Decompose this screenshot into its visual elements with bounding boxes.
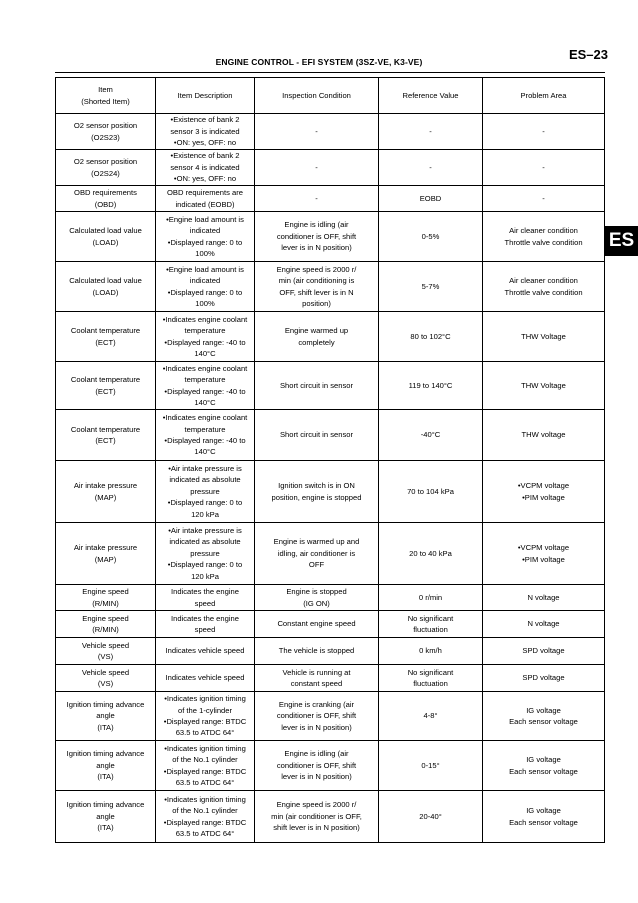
cell-text-line: •VCPM voltage bbox=[517, 481, 570, 491]
cell-text-line: No significant bbox=[407, 613, 454, 623]
page-number: ES–23 bbox=[568, 47, 608, 62]
cell-text-line: Ignition switch is in ON bbox=[278, 481, 355, 491]
cell-text-line: •Displayed range: -40 to bbox=[164, 386, 246, 396]
cell-text-line: IG voltage bbox=[526, 806, 561, 816]
cell-text-line: conditioner is OFF, shift bbox=[276, 711, 357, 721]
cell-text-line: Short circuit in sensor bbox=[279, 430, 353, 440]
cell-text-line: 100% bbox=[195, 248, 215, 258]
cell-text-line: •Indicates ignition timing bbox=[164, 743, 246, 753]
table-row bbox=[56, 741, 605, 791]
table-row bbox=[56, 186, 605, 212]
cell-text-line: angle bbox=[96, 760, 115, 770]
cell-text-line: •Displayed range: 0 to bbox=[167, 560, 243, 570]
cell-text-line: (R/MIN) bbox=[92, 625, 119, 634]
cell-text-line: min (air conditioning is bbox=[278, 276, 355, 286]
cell-description bbox=[156, 665, 255, 692]
cell-item bbox=[56, 150, 156, 186]
cell-text-line: 140°C bbox=[194, 348, 216, 358]
column-header-reference: Reference Value bbox=[379, 78, 483, 114]
cell-problem bbox=[483, 410, 605, 461]
cell-item bbox=[56, 585, 156, 611]
cell-text-line: Air intake pressure bbox=[73, 481, 138, 491]
cell-item bbox=[56, 186, 156, 212]
cell-text-line: •Existence of bank 2 bbox=[170, 151, 240, 161]
cell-text-line: •Displayed range: 0 to bbox=[167, 237, 243, 247]
cell-text-line: Throttle valve condition bbox=[504, 287, 583, 297]
cell-text-line: sensor 4 is indicated bbox=[170, 162, 240, 172]
cell-text-line: indicated bbox=[189, 226, 221, 236]
cell-item bbox=[56, 523, 156, 585]
table-row bbox=[56, 638, 605, 665]
cell-text-line: •Air intake pressure is bbox=[168, 463, 242, 473]
cell-text-line: (OBD) bbox=[94, 199, 117, 209]
cell-text-line: EOBD bbox=[419, 193, 442, 203]
cell-description bbox=[156, 312, 255, 362]
cell-item bbox=[56, 741, 156, 791]
cell-text-line: pressure bbox=[190, 486, 220, 496]
section-tab: ES bbox=[605, 226, 638, 256]
cell-condition bbox=[255, 262, 379, 312]
cell-text-line: 0-15° bbox=[421, 760, 440, 770]
cell-text-line: Engine is idling (air bbox=[284, 220, 349, 230]
cell-text-line: 140°C bbox=[194, 447, 216, 457]
table-row bbox=[56, 461, 605, 523]
cell-text-line: min (air conditioner is OFF, bbox=[271, 811, 362, 821]
cell-text-line: Engine is idling (air bbox=[284, 749, 349, 759]
cell-text-line: idling, air conditioner is bbox=[277, 548, 356, 558]
cell-text-line: •Displayed range: BTDC bbox=[163, 717, 247, 726]
cell-text-line: - bbox=[542, 126, 545, 136]
cell-text-line: -40°C bbox=[420, 430, 441, 440]
cell-text-line: Air cleaner condition bbox=[509, 276, 578, 286]
cell-text-line: OBD requirements bbox=[74, 188, 137, 198]
cell-text-line: •Indicates engine coolant bbox=[162, 314, 248, 324]
cell-condition bbox=[255, 585, 379, 611]
cell-problem bbox=[483, 212, 605, 262]
cell-text-line: (LOAD) bbox=[92, 237, 119, 247]
cell-text-line: Engine is stopped bbox=[286, 587, 347, 597]
cell-text-line: constant speed bbox=[290, 679, 343, 688]
cell-text-line: (ECT) bbox=[95, 436, 116, 445]
cell-reference bbox=[379, 585, 483, 611]
cell-condition bbox=[255, 410, 379, 461]
cell-text-line: •Engine load amount is bbox=[166, 264, 244, 274]
cell-description bbox=[156, 692, 255, 741]
cell-text-line: Engine speed bbox=[82, 613, 129, 623]
cell-condition bbox=[255, 461, 379, 523]
cell-text-line: Indicates vehicle speed bbox=[165, 673, 245, 683]
cell-text-line: of the No.1 cylinder bbox=[172, 806, 238, 816]
cell-item bbox=[56, 638, 156, 665]
cell-description bbox=[156, 791, 255, 843]
cell-text-line: (ITA) bbox=[97, 772, 114, 782]
cell-problem bbox=[483, 114, 605, 150]
cell-reference bbox=[379, 150, 483, 186]
cell-problem bbox=[483, 262, 605, 312]
table-row bbox=[56, 692, 605, 741]
cell-text-line: 120 kPa bbox=[191, 509, 219, 519]
cell-text-line: Engine speed bbox=[82, 587, 129, 597]
cell-problem bbox=[483, 585, 605, 611]
table-row bbox=[56, 611, 605, 638]
cell-text-line: Each sensor voltage bbox=[509, 766, 578, 776]
cell-text-line: •PIM voltage bbox=[522, 554, 565, 564]
cell-text-line: (LOAD) bbox=[92, 287, 119, 297]
cell-text-line: Engine warmed up bbox=[284, 326, 349, 336]
cell-text-line: (ECT) bbox=[95, 337, 116, 347]
cell-problem bbox=[483, 791, 605, 843]
table-row bbox=[56, 150, 605, 186]
cell-text-line: (O2S24) bbox=[91, 168, 120, 178]
table-row bbox=[56, 362, 605, 410]
cell-description bbox=[156, 638, 255, 665]
cell-reference bbox=[379, 262, 483, 312]
cell-problem bbox=[483, 362, 605, 410]
cell-text-line: •Indicates engine coolant bbox=[162, 413, 248, 423]
cell-text-line: - bbox=[315, 162, 318, 172]
cell-problem bbox=[483, 186, 605, 212]
header-rule bbox=[55, 72, 605, 73]
cell-text-line: 4-8° bbox=[423, 711, 438, 721]
cell-problem bbox=[483, 461, 605, 523]
cell-text-line: Air cleaner condition bbox=[509, 226, 578, 236]
cell-text-line: 80 to 102°C bbox=[410, 331, 451, 341]
cell-item bbox=[56, 114, 156, 150]
cell-description bbox=[156, 262, 255, 312]
cell-text-line: Ignition timing advance bbox=[66, 800, 145, 810]
cell-text-line: Vehicle is running at bbox=[282, 667, 351, 677]
cell-condition bbox=[255, 312, 379, 362]
cell-reference bbox=[379, 791, 483, 843]
cell-text-line: 63.5 to ATDC 64° bbox=[175, 777, 235, 787]
cell-text-line: temperature bbox=[184, 375, 226, 385]
cell-text-line: (MAP) bbox=[94, 554, 117, 564]
cell-condition bbox=[255, 150, 379, 186]
cell-text-line: conditioner is OFF, shift bbox=[276, 760, 357, 770]
cell-text-line: indicated as absolute bbox=[169, 475, 241, 485]
cell-text-line: •PIM voltage bbox=[522, 492, 565, 502]
cell-text-line: •Displayed range: 0 to bbox=[167, 498, 243, 508]
cell-text-line: Constant engine speed bbox=[277, 619, 356, 629]
cell-text-line: IG voltage bbox=[526, 755, 561, 765]
cell-description bbox=[156, 114, 255, 150]
table-row bbox=[56, 312, 605, 362]
cell-text-line: lever is in N position) bbox=[281, 243, 352, 253]
cell-text-line: SPD voltage bbox=[522, 646, 565, 656]
cell-text-line: Coolant temperature bbox=[70, 326, 141, 336]
cell-text-line: - bbox=[315, 126, 318, 136]
cell-condition bbox=[255, 611, 379, 638]
cell-condition bbox=[255, 212, 379, 262]
cell-text-line: (ITA) bbox=[97, 722, 114, 732]
table-header-row bbox=[56, 78, 605, 114]
cell-text-line: fluctuation bbox=[413, 679, 448, 688]
cell-text-line: temperature bbox=[184, 326, 226, 336]
cell-text-line: •Existence of bank 2 bbox=[170, 115, 240, 125]
cell-text-line: Indicates the engine speed bbox=[171, 613, 239, 634]
cell-text-line: 0-5% bbox=[421, 231, 440, 241]
cell-text-line: fluctuation bbox=[413, 625, 448, 634]
cell-text-line: OBD requirements are bbox=[167, 188, 243, 198]
cell-reference bbox=[379, 638, 483, 665]
cell-problem bbox=[483, 312, 605, 362]
cell-text-line: 140°C bbox=[194, 397, 216, 407]
cell-text-line: N voltage bbox=[527, 619, 560, 629]
cell-text-line: indicated (EOBD) bbox=[175, 199, 235, 209]
cell-description bbox=[156, 611, 255, 638]
cell-text-line: sensor 3 is indicated bbox=[170, 126, 240, 136]
cell-condition bbox=[255, 692, 379, 741]
cell-text-line: •Air intake pressure is bbox=[168, 525, 242, 535]
cell-text-line: - bbox=[315, 193, 318, 203]
cell-text-line: Ignition timing advance bbox=[66, 749, 145, 759]
cell-condition bbox=[255, 638, 379, 665]
cell-text-line: Calculated load value bbox=[69, 226, 142, 236]
cell-description bbox=[156, 461, 255, 523]
cell-text-line: 70 to 104 kPa bbox=[407, 486, 454, 496]
table-row bbox=[56, 791, 605, 843]
cell-text-line: temperature bbox=[184, 424, 226, 434]
cell-text-line: Vehicle speed bbox=[81, 667, 130, 677]
cell-text-line: Engine is cranking (air bbox=[278, 699, 355, 709]
cell-text-line: Coolant temperature bbox=[70, 424, 141, 434]
cell-problem bbox=[483, 611, 605, 638]
data-list-table bbox=[55, 77, 605, 843]
cell-text-line: Engine speed is 2000 r/ bbox=[276, 264, 357, 274]
cell-reference bbox=[379, 611, 483, 638]
cell-text-line: SPD voltage bbox=[522, 673, 565, 683]
cell-text-line: (VS) bbox=[97, 652, 114, 661]
cell-text-line: of the 1-cylinder bbox=[177, 705, 233, 715]
cell-description bbox=[156, 523, 255, 585]
cell-text-line: (R/MIN) bbox=[92, 598, 119, 608]
column-header-item: Item (Shorted Item) bbox=[56, 78, 156, 114]
cell-text-line: O2 sensor position bbox=[73, 121, 138, 131]
table-row bbox=[56, 585, 605, 611]
cell-text-line: of the No.1 cylinder bbox=[172, 755, 238, 765]
cell-description bbox=[156, 212, 255, 262]
cell-description bbox=[156, 410, 255, 461]
cell-text-line: 100% bbox=[195, 298, 215, 308]
cell-text-line: THW voltage bbox=[521, 430, 566, 440]
cell-text-line: •VCPM voltage bbox=[517, 543, 570, 553]
cell-item bbox=[56, 461, 156, 523]
cell-problem bbox=[483, 150, 605, 186]
column-header-problem: Problem Area bbox=[483, 78, 605, 114]
cell-text-line: (IG ON) bbox=[303, 598, 330, 608]
cell-text-line: Each sensor voltage bbox=[509, 717, 578, 726]
cell-text-line: •Displayed range: BTDC bbox=[163, 817, 247, 827]
cell-text-line: indicated as absolute bbox=[169, 537, 241, 547]
cell-text-line: angle bbox=[96, 711, 115, 721]
cell-text-line: (ITA) bbox=[97, 823, 114, 833]
cell-text-line: Engine speed is 2000 r/ bbox=[276, 800, 357, 810]
cell-text-line: The vehicle is stopped bbox=[278, 646, 355, 656]
cell-text-line: lever is in N position) bbox=[281, 722, 352, 732]
cell-text-line: •Indicates ignition timing bbox=[164, 794, 246, 804]
cell-text-line: Indicates the engine speed bbox=[171, 587, 239, 608]
cell-text-line: - bbox=[542, 193, 545, 203]
cell-text-line: •Indicates ignition timing bbox=[164, 694, 246, 704]
cell-reference bbox=[379, 186, 483, 212]
cell-text-line: OFF bbox=[308, 560, 325, 570]
cell-text-line: conditioner is OFF, shift bbox=[276, 231, 357, 241]
cell-text-line: •Displayed range: -40 to bbox=[164, 337, 246, 347]
cell-item bbox=[56, 692, 156, 741]
cell-text-line: - bbox=[542, 162, 545, 172]
cell-text-line: Ignition timing advance bbox=[66, 699, 145, 709]
cell-text-line: Coolant temperature bbox=[70, 375, 141, 385]
cell-reference bbox=[379, 362, 483, 410]
cell-text-line: •ON: yes, OFF: no bbox=[173, 174, 237, 184]
table-row bbox=[56, 523, 605, 585]
cell-text-line: O2 sensor position bbox=[73, 157, 138, 167]
cell-text-line: •Displayed range: 0 to bbox=[167, 287, 243, 297]
cell-condition bbox=[255, 362, 379, 410]
cell-problem bbox=[483, 692, 605, 741]
cell-item bbox=[56, 262, 156, 312]
cell-condition bbox=[255, 741, 379, 791]
cell-text-line: No significant bbox=[407, 667, 454, 677]
cell-problem bbox=[483, 523, 605, 585]
table-row bbox=[56, 212, 605, 262]
cell-description bbox=[156, 585, 255, 611]
cell-text-line: Each sensor voltage bbox=[509, 817, 578, 827]
cell-text-line: •Engine load amount is bbox=[166, 214, 244, 224]
column-header-description: Item Description bbox=[156, 78, 255, 114]
cell-text-line: Throttle valve condition bbox=[504, 237, 583, 247]
cell-text-line: Vehicle speed bbox=[81, 640, 130, 650]
cell-text-line: •Indicates engine coolant bbox=[162, 363, 248, 373]
cell-reference bbox=[379, 692, 483, 741]
cell-text-line: (VS) bbox=[97, 679, 114, 688]
cell-text-line: shift lever is in N position) bbox=[273, 823, 360, 833]
cell-problem bbox=[483, 665, 605, 692]
cell-reference bbox=[379, 665, 483, 692]
cell-condition bbox=[255, 114, 379, 150]
cell-text-line: 0 r/min bbox=[418, 592, 443, 602]
cell-reference bbox=[379, 410, 483, 461]
cell-text-line: •Displayed range: BTDC bbox=[163, 766, 247, 776]
cell-description bbox=[156, 362, 255, 410]
cell-text-line: 0 km/h bbox=[419, 646, 442, 656]
cell-text-line: position) bbox=[302, 298, 331, 308]
cell-text-line: 20-40° bbox=[419, 811, 442, 821]
cell-problem bbox=[483, 638, 605, 665]
cell-condition bbox=[255, 523, 379, 585]
cell-item bbox=[56, 410, 156, 461]
cell-item bbox=[56, 312, 156, 362]
column-header-condition: Inspection Condition bbox=[255, 78, 379, 114]
cell-text-line: completely bbox=[298, 337, 335, 347]
cell-condition bbox=[255, 665, 379, 692]
cell-condition bbox=[255, 791, 379, 843]
cell-item bbox=[56, 362, 156, 410]
cell-reference bbox=[379, 212, 483, 262]
cell-item bbox=[56, 212, 156, 262]
cell-description bbox=[156, 186, 255, 212]
cell-text-line: THW Voltage bbox=[521, 380, 566, 390]
cell-text-line: IG voltage bbox=[526, 705, 561, 715]
cell-text-line: 63.5 to ATDC 64° bbox=[175, 728, 235, 738]
cell-reference bbox=[379, 312, 483, 362]
cell-text-line: 63.5 to ATDC 64° bbox=[175, 828, 235, 838]
cell-text-line: angle bbox=[96, 811, 115, 821]
table-row bbox=[56, 262, 605, 312]
cell-text-line: (ECT) bbox=[95, 386, 116, 396]
cell-text-line: OFF, shift lever is in N bbox=[279, 287, 354, 297]
cell-item bbox=[56, 791, 156, 843]
cell-text-line: Air intake pressure bbox=[73, 543, 138, 553]
cell-text-line: 120 kPa bbox=[191, 571, 219, 581]
cell-text-line: •Displayed range: -40 to bbox=[164, 436, 246, 445]
cell-text-line: N voltage bbox=[527, 592, 560, 602]
cell-text-line: lever is in N position) bbox=[281, 772, 352, 782]
cell-text-line: position, engine is stopped bbox=[271, 492, 362, 502]
cell-text-line: Indicates vehicle speed bbox=[165, 646, 245, 656]
cell-reference bbox=[379, 114, 483, 150]
cell-text-line: pressure bbox=[190, 548, 220, 558]
cell-problem bbox=[483, 741, 605, 791]
cell-condition bbox=[255, 186, 379, 212]
cell-description bbox=[156, 741, 255, 791]
cell-text-line: •ON: yes, OFF: no bbox=[173, 138, 237, 148]
table-row bbox=[56, 410, 605, 461]
cell-reference bbox=[379, 523, 483, 585]
cell-reference bbox=[379, 741, 483, 791]
cell-text-line: Short circuit in sensor bbox=[279, 380, 353, 390]
cell-text-line: - bbox=[429, 126, 432, 136]
cell-description bbox=[156, 150, 255, 186]
cell-text-line: Calculated load value bbox=[69, 276, 142, 286]
cell-text-line: 119 to 140°C bbox=[408, 380, 453, 390]
cell-item bbox=[56, 611, 156, 638]
cell-text-line: - bbox=[429, 162, 432, 172]
cell-text-line: 20 to 40 kPa bbox=[409, 548, 452, 558]
cell-reference bbox=[379, 461, 483, 523]
table-row bbox=[56, 665, 605, 692]
cell-text-line: indicated bbox=[189, 276, 221, 286]
cell-text-line: (O2S23) bbox=[91, 132, 120, 142]
cell-text-line: 5-7% bbox=[421, 281, 440, 291]
cell-text-line: (MAP) bbox=[94, 492, 117, 502]
cell-text-line: Engine is warmed up and bbox=[273, 537, 360, 547]
cell-item bbox=[56, 665, 156, 692]
table-row bbox=[56, 114, 605, 150]
section-title: ENGINE CONTROL - EFI SYSTEM (3SZ-VE, K3-VE) bbox=[215, 57, 423, 67]
cell-text-line: THW Voltage bbox=[521, 331, 566, 341]
